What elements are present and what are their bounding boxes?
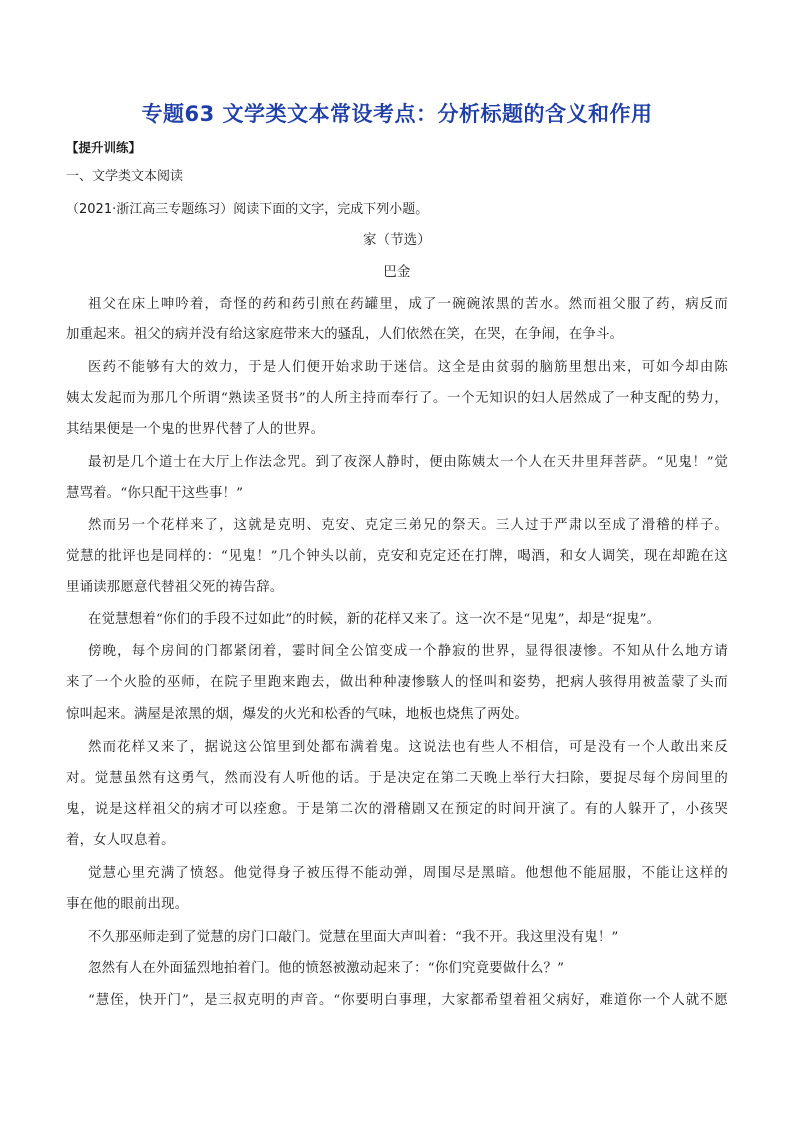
source-line: （2021·浙江高三专题练习）阅读下面的文字，完成下列小题。 (66, 202, 429, 217)
paragraph-line: 然而另一个花样来了，这就是克明、克安、克定三弟兄的祭天。三人过于严肃以至成了滑稽的样子。 (88, 518, 728, 533)
paragraph-line: 祖父在床上呻吟着，奇怪的药和药引煎在药罐里，成了一碗碗浓黑的苦水。然而祖父服了药，病反而 (88, 297, 728, 312)
paragraph-line: 然而花样又来了，据说这公馆里到处都布满着鬼。这说法也有些人不相信，可是没有一个人敢出来反 (88, 740, 728, 755)
paragraph-line: 着，女人叹息着。 (66, 833, 175, 848)
document-title: 专题63 文学类文本常设考点：分析标题的含义和作用 (141, 102, 653, 126)
paragraph-line: 在觉慧想着“你们的手段不过如此”的时候，新的花样又来了。这一次不是“见鬼”，却是“捉鬼”。 (88, 612, 661, 627)
paragraph-line: 忽然有人在外面猛烈地拍着门。他的愤怒被激动起来了：“你们究竟要做什么？” (88, 961, 565, 976)
paragraph-line: “慧侄，快开门”，是三叔克明的声音。“你要明白事理，大家都希望着祖父病好，难道你一个人就不愿 (88, 993, 728, 1008)
paragraph-line: 事在他的眼前出现。 (66, 897, 189, 912)
paragraph-line: 对。觉慧虽然有这勇气，然而没有人听他的话。于是决定在第二天晚上举行大扫除，要捉尽每个房间里的 (66, 771, 728, 786)
paragraph-line: 医药不能够有大的效力，于是人们便开始求助于迷信。这全是由贫弱的脑筋里想出来，可如今却由陈 (88, 360, 728, 375)
paragraph-line: 姨太发起而为那几个所谓“熟读圣贤书”的人所主持而奉行了。一个无知识的妇人居然成了一种支配的势力， (66, 391, 728, 406)
part-heading: 一、文学类文本阅读 (66, 169, 184, 184)
paragraph-line: 其结果便是一个鬼的世界代替了人的世界。 (66, 422, 325, 437)
paragraph-line: 惊叫起来。满屋是浓黑的烟，爆发的火光和松香的气味，地板也烧焦了两处。 (66, 707, 529, 722)
paragraph-line: 觉慧心里充满了愤怒。他觉得身子被压得不能动弹，周围尽是黑暗。他想他不能屈服，不能让这样的 (88, 866, 728, 881)
paragraph-line: 慧骂着。“你只配干这些事！” (66, 486, 244, 501)
paragraph-line: 傍晚，每个房间的门都紧闭着，霎时间全公馆变成一个静寂的世界，显得很凄惨。不知从什么地方请 (88, 644, 728, 659)
paragraph-line: 最初是几个道士在大厅上作法念咒。到了夜深人静时，便由陈姨太一个人在天井里拜菩萨。“见鬼！”觉 (88, 455, 728, 470)
passage-title: 家（节选） (363, 233, 431, 248)
passage-author: 巴金 (383, 265, 411, 280)
paragraph-line: 里诵读那愿意代替祖父死的祷告辞。 (66, 580, 284, 595)
paragraph-line: 来了一个火脸的巫师，在院子里跑来跑去，做出种种凄惨駭人的怪叫和姿势，把病人骇得用被盖蒙了头而 (66, 675, 728, 690)
section-tag: 【提升训练】 (66, 140, 142, 155)
paragraph-line: 加重起来。祖父的病并没有给这家庭带来大的骚乱，人们依然在笑，在哭，在争闹，在争斗。 (66, 327, 624, 342)
paragraph-line: 不久那巫师走到了觉慧的房门口敲门。觉慧在里面大声叫着：“我不开。我这里没有鬼！” (88, 930, 619, 945)
paragraph-line: 觉慧的批评也是同样的：“见鬼！”几个钟头以前，克安和克定还在打牌，喝酒，和女人调笑，现在却跪在这 (66, 549, 728, 564)
paragraph-line: 鬼，说是这样祖父的病才可以痊愈。于是第二次的滑稽剧又在预定的时间开演了。有的人躲开了，小孩哭 (66, 802, 728, 817)
